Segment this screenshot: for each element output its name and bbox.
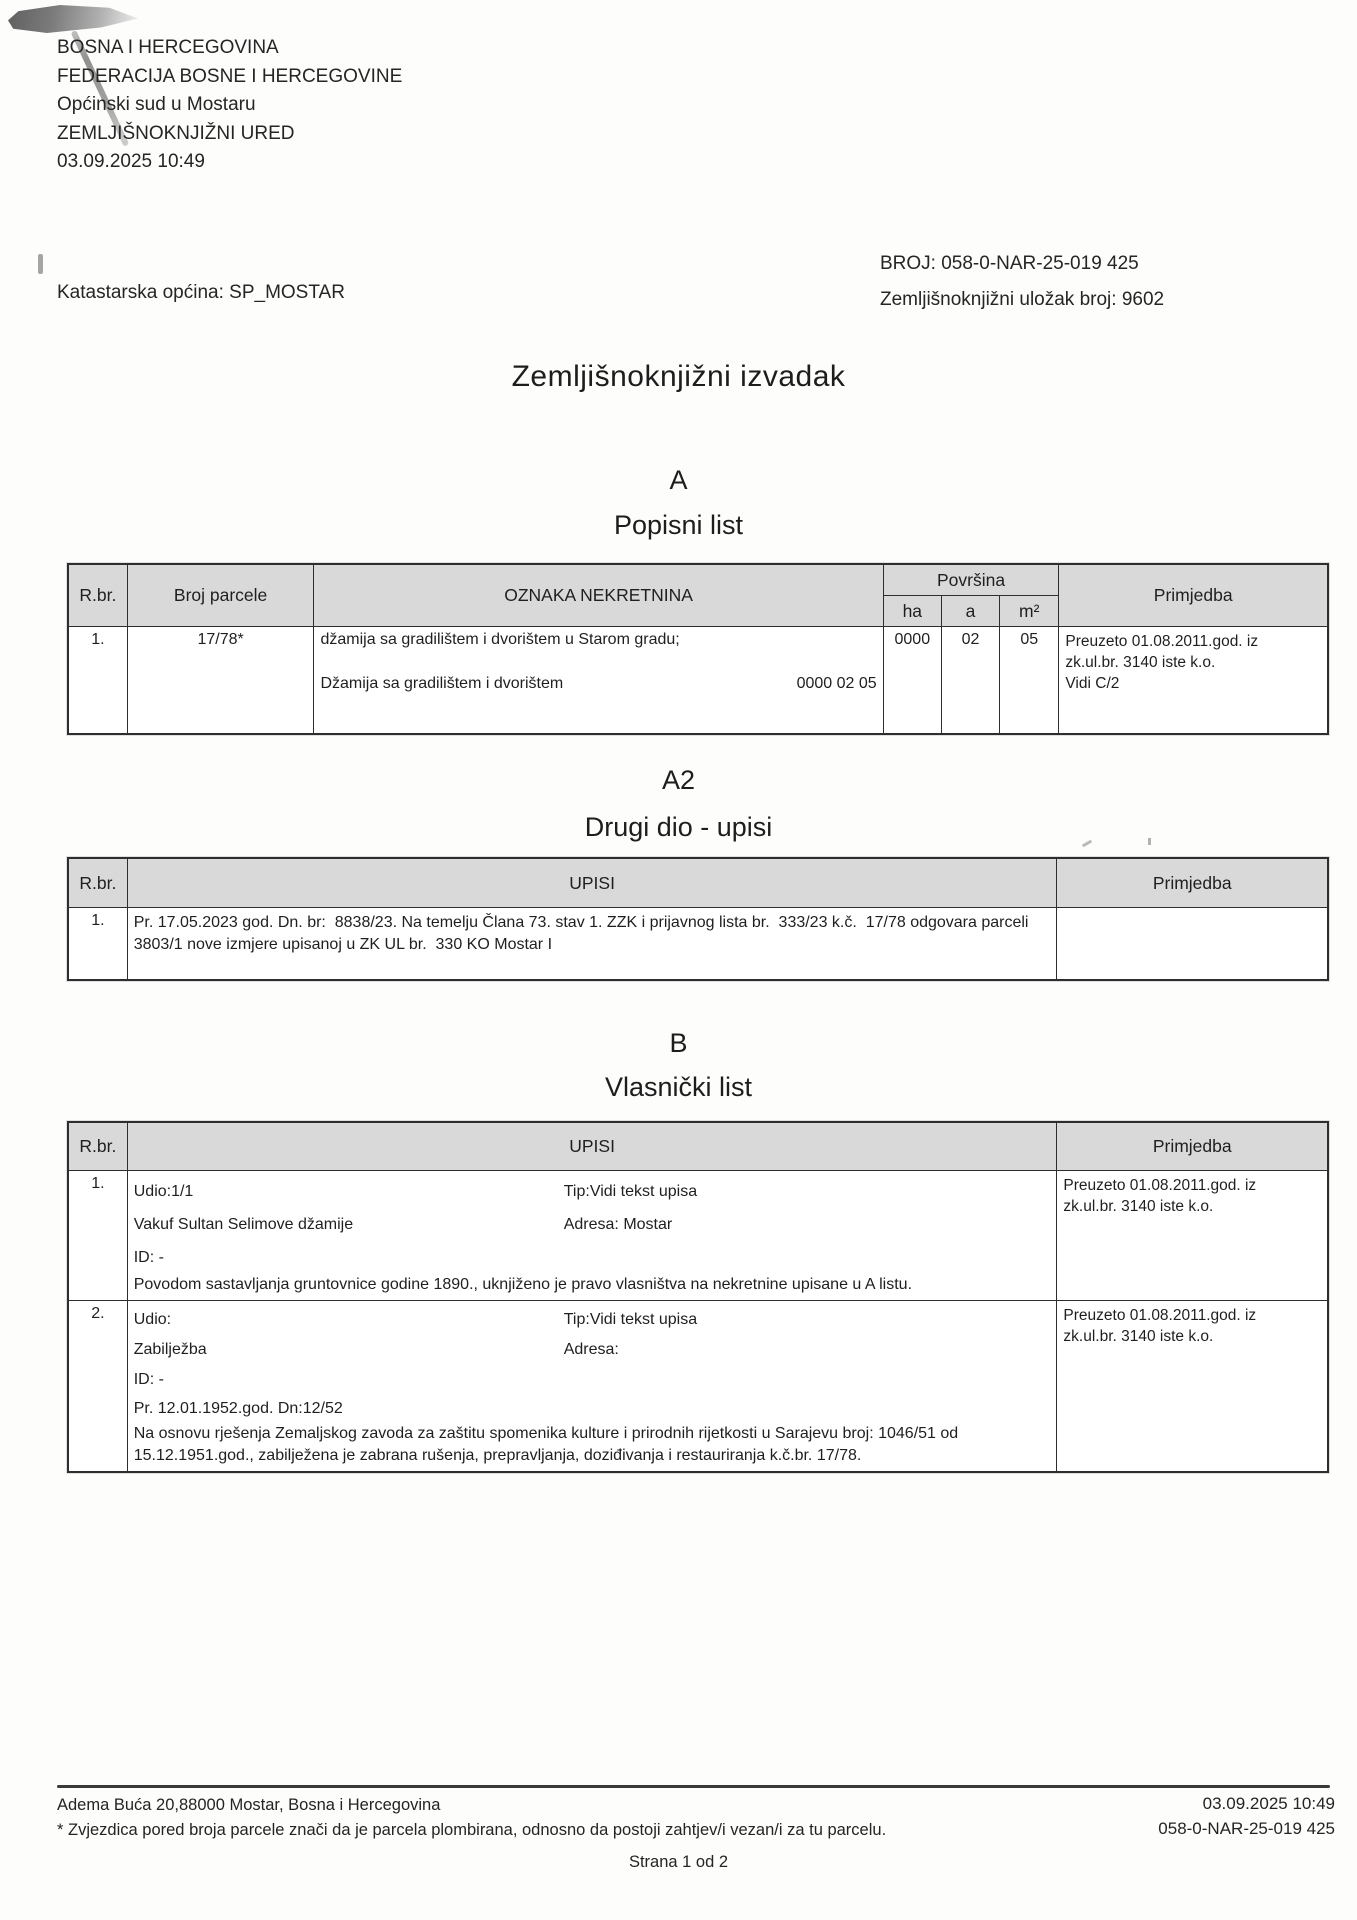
udio-value: Udio:1/1 bbox=[133, 1183, 194, 1200]
table-row bbox=[68, 908, 1328, 981]
upisi-line-share-type bbox=[134, 1175, 1051, 1208]
cell-primjedba bbox=[1057, 1301, 1328, 1473]
footer-address: Adema Buća 20,88000 Mostar, Bosna i Hercegovina bbox=[57, 1796, 441, 1814]
cell-primjedba bbox=[1059, 627, 1328, 735]
upisi-line-owner-address bbox=[134, 1335, 1051, 1365]
upisi-note: Povodom sastavljanja gruntovnice godine 1890., uknjiženo je pravo vlasništva na nekretnine upisane u A listu. bbox=[133, 1276, 913, 1293]
footer-rule bbox=[57, 1785, 1330, 1788]
cell-a: 02 bbox=[941, 627, 999, 735]
owner-name: Vakuf Sultan Selimove džamije bbox=[133, 1216, 354, 1233]
col-header-oznaka-nekretnina: OZNAKA NEKRETNINA bbox=[314, 564, 883, 627]
primjedba-line: Preuzeto 01.08.2011.god. iz bbox=[1063, 1307, 1257, 1324]
table-popisni-list bbox=[67, 563, 1329, 735]
table-row bbox=[68, 627, 1328, 735]
primjedba-line: zk.ul.br. 3140 iste k.o. bbox=[1065, 654, 1216, 671]
cell-rbr: 1. bbox=[68, 908, 127, 981]
cell-broj-parcele: 17/78* bbox=[127, 627, 314, 735]
cell-primjedba bbox=[1057, 1171, 1328, 1301]
id-value: ID: - bbox=[133, 1371, 164, 1388]
section-a-subtitle: Popisni list bbox=[613, 510, 744, 540]
col-header-m2: m² bbox=[1000, 596, 1059, 627]
cell-ha: 0000 bbox=[883, 627, 941, 735]
table-drugi-dio-upisi bbox=[67, 857, 1329, 981]
cell-oznaka-nekretnina bbox=[314, 627, 883, 735]
col-header-upisi: UPISI bbox=[127, 1122, 1057, 1171]
table-row bbox=[68, 1301, 1328, 1473]
section-b-letter: B bbox=[669, 1028, 688, 1058]
case-number: BROJ: 058-0-NAR-25-019 425 bbox=[880, 253, 1139, 274]
table-row bbox=[68, 1171, 1328, 1301]
col-header-primjedba: Primjedba bbox=[1059, 564, 1328, 627]
primjedba-line: zk.ul.br. 3140 iste k.o. bbox=[1063, 1328, 1214, 1345]
cell-m2: 05 bbox=[1000, 627, 1059, 735]
letterhead-country: BOSNA I HERCEGOVINA bbox=[57, 37, 279, 58]
col-header-primjedba: Primjedba bbox=[1057, 1122, 1328, 1171]
case-info bbox=[880, 246, 1164, 318]
tip-value: Tip:Vidi tekst upisa bbox=[563, 1183, 698, 1200]
letterhead-court: Općinski sud u Mostaru bbox=[57, 94, 256, 115]
scan-artifact-smudge bbox=[38, 254, 43, 274]
section-a2-subtitle: Drugi dio - upisi bbox=[584, 812, 773, 842]
cell-upisi: Pr. 17.05.2023 god. Dn. br: 8838/23. Na temelju Člana 73. stav 1. ZZK i prijavnog lista br. 333/23 k.č. 17/78 odgovara parceli 3803/1 nove izmjere upisanoj u ZK UL br. 330 KO Mostar I bbox=[127, 908, 1057, 981]
folio-number: Zemljišnoknjižni uložak broj: 9602 bbox=[880, 289, 1165, 310]
footer-datetime: 03.09.2025 10:49 bbox=[1202, 1794, 1335, 1813]
col-header-broj-parcele: Broj parcele bbox=[127, 564, 314, 627]
oznaka-description: Džamija sa gradilištem i dvorištem bbox=[320, 675, 564, 692]
col-header-a: a bbox=[941, 596, 999, 627]
adresa-value: Adresa: Mostar bbox=[563, 1216, 673, 1233]
page-title: Zemljišnoknjižni izvadak bbox=[511, 360, 846, 393]
col-header-upisi: UPISI bbox=[127, 858, 1057, 908]
cadastral-municipality: Katastarska općina: SP_MOSTAR bbox=[57, 282, 345, 303]
cell-rbr: 1. bbox=[68, 627, 127, 735]
primjedba-line: zk.ul.br. 3140 iste k.o. bbox=[1063, 1198, 1214, 1215]
primjedba-line: Preuzeto 01.08.2011.god. iz bbox=[1065, 633, 1259, 650]
footer-case-number: 058-0-NAR-25-019 425 bbox=[1158, 1819, 1335, 1838]
cell-primjedba bbox=[1057, 908, 1328, 981]
oznaka-line-1: džamija sa gradilištem i dvorištem u Starom gradu; bbox=[320, 631, 680, 648]
oznaka-area-value: 0000 02 05 bbox=[796, 675, 877, 692]
cell-upisi bbox=[127, 1301, 1057, 1473]
col-header-rbr: R.br. bbox=[68, 1122, 127, 1171]
upisi-line-owner-address bbox=[134, 1208, 1051, 1241]
tip-value: Tip:Vidi tekst upisa bbox=[563, 1311, 698, 1328]
col-header-primjedba: Primjedba bbox=[1057, 858, 1328, 908]
udio-value: Udio: bbox=[133, 1311, 172, 1328]
cell-upisi bbox=[127, 1171, 1057, 1301]
cell-rbr: 1. bbox=[68, 1171, 127, 1301]
upisi-note: Na osnovu rješenja Zemaljskog zavoda za zaštitu spomenika kulture i prirodnih rijetkosti u Sarajevu broj: 1046/51 od 15.12.1951.god., zabilježena je zabrana rušenja, prepravljanja, doziđivanja i restauriranja k.č.br. 17/78. bbox=[133, 1425, 959, 1464]
footer-note: * Zvjezdica pored broja parcele znači da je parcela plombirana, odnosno da postoji zahtjev/i vezan/i za tu parcelu. bbox=[57, 1821, 887, 1839]
section-b-subtitle: Vlasnički list bbox=[604, 1072, 753, 1102]
cell-rbr: 2. bbox=[68, 1301, 127, 1473]
primjedba-line: Vidi C/2 bbox=[1065, 675, 1120, 692]
col-header-rbr: R.br. bbox=[68, 858, 127, 908]
letterhead-federation: FEDERACIJA BOSNE I HERCEGOVINE bbox=[57, 65, 403, 87]
footer-left bbox=[57, 1793, 886, 1843]
oznaka-line-2 bbox=[320, 675, 876, 693]
col-header-ha: ha bbox=[883, 596, 941, 627]
entry-name: Zabilježba bbox=[133, 1341, 207, 1358]
section-a-letter: A bbox=[669, 465, 688, 495]
footer-right bbox=[880, 1791, 1335, 1841]
upisi-note-reference: Pr. 12.01.1952.god. Dn:12/52 bbox=[133, 1400, 343, 1417]
col-header-povrsina: Površina bbox=[883, 564, 1059, 596]
letterhead-office: ZEMLJIŠNOKNJIŽNI URED bbox=[57, 122, 295, 144]
primjedba-line: Preuzeto 01.08.2011.god. iz bbox=[1063, 1177, 1257, 1194]
table-vlasnicki-list bbox=[67, 1121, 1329, 1473]
scan-artifact-corner bbox=[8, 5, 138, 33]
upisi-line-share-type bbox=[134, 1305, 1051, 1335]
col-header-rbr: R.br. bbox=[68, 564, 127, 627]
letterhead-datetime: 03.09.2025 10:49 bbox=[57, 151, 205, 172]
page-number: Strana 1 od 2 bbox=[628, 1853, 729, 1871]
letterhead bbox=[57, 34, 402, 177]
section-a2-letter: A2 bbox=[661, 765, 696, 795]
id-value: ID: - bbox=[133, 1249, 164, 1266]
adresa-value: Adresa: bbox=[563, 1341, 619, 1358]
